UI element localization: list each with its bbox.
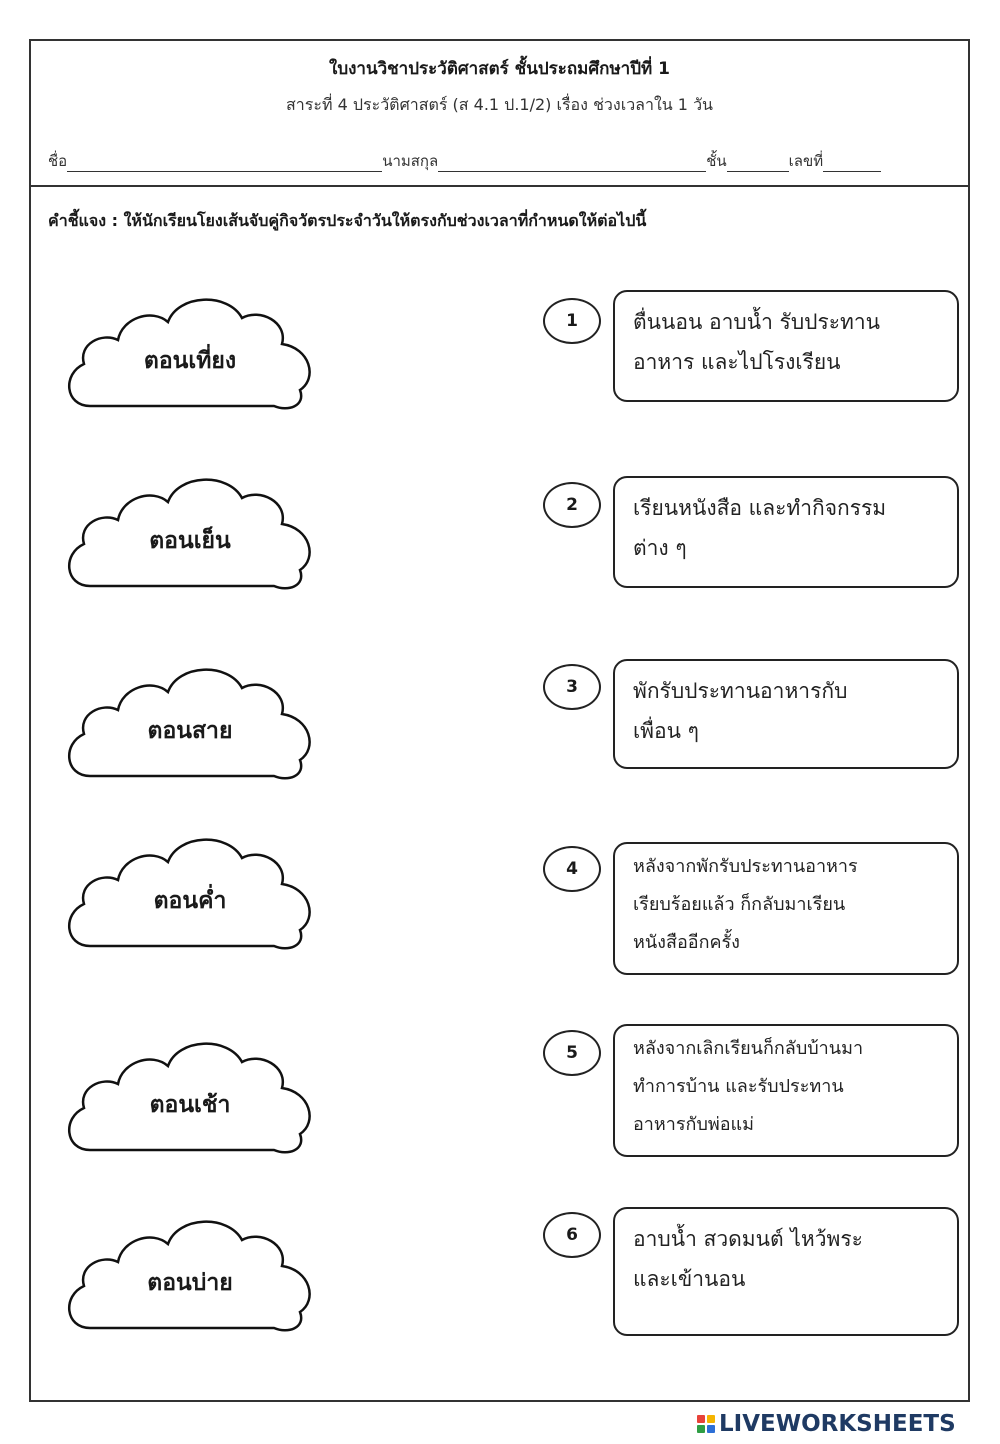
cloud-label: ตอนเที่ยง: [143, 348, 237, 374]
activity-number-badge: 3: [543, 664, 601, 710]
activity-line: อาบน้ำ สวดมนต์ ไหว้พระ: [633, 1227, 863, 1251]
activity-number-badge: 4: [543, 846, 601, 892]
instructions: คำชี้แจง : ให้นักเรียนโยงเส้นจับคู่กิจวัตรประจำวันให้ตรงกับช่วงเวลาที่กำหนดให้ต่อไปนี้: [48, 211, 647, 230]
activity-line: เรียนหนังสือ และทำกิจกรรม: [633, 496, 887, 520]
cloud-item[interactable]: [60, 648, 320, 798]
cloud-label: ตอนเย็น: [149, 528, 231, 554]
cloud-item[interactable]: [60, 1022, 320, 1172]
cloud-label: ตอนสาย: [147, 718, 233, 744]
activity-line: เพื่อน ๆ: [633, 719, 699, 743]
logo-square: [697, 1415, 705, 1423]
cloud-item[interactable]: [60, 1200, 320, 1350]
activity-line: หนังสืออีกครั้ง: [633, 932, 740, 953]
name-field[interactable]: [67, 153, 382, 172]
activity-line: และเข้านอน: [633, 1267, 746, 1291]
cloud-label: ตอนเช้า: [149, 1092, 231, 1118]
liveworksheets-icon: [697, 1415, 715, 1433]
activity-number-badge: 2: [543, 482, 601, 528]
activity-line: พักรับประทานอาหารกับ: [633, 679, 848, 703]
number-label: เลขที่: [788, 152, 824, 170]
activity-line: อาหาร และไปโรงเรียน: [633, 350, 841, 374]
logo-square: [707, 1415, 715, 1423]
number-field[interactable]: [823, 153, 881, 172]
activity-box[interactable]: [613, 1207, 959, 1336]
name-label: ชื่อ: [48, 152, 68, 170]
logo-square: [707, 1425, 715, 1433]
activity-line: เรียบร้อยแล้ว ก็กลับมาเรียน: [633, 894, 846, 915]
activity-line: ต่าง ๆ: [633, 536, 687, 560]
activity-box[interactable]: [613, 1024, 959, 1157]
activity-box[interactable]: [613, 659, 959, 769]
activity-number-badge: 6: [543, 1212, 601, 1258]
cloud-item[interactable]: [60, 278, 320, 428]
brand-text: LIVEWORKSHEETS: [719, 1411, 956, 1437]
surname-label: นามสกุล: [382, 152, 439, 170]
activity-number-badge: 5: [543, 1030, 601, 1076]
activity-line: หลังจากพักรับประทานอาหาร: [633, 856, 858, 877]
cloud-label: ตอนค่ำ: [153, 888, 227, 914]
activity-number-badge: 1: [543, 298, 601, 344]
cloud-item[interactable]: [60, 818, 320, 968]
class-field[interactable]: [727, 153, 789, 172]
header-divider: [29, 185, 970, 187]
cloud-label: ตอนบ่าย: [147, 1270, 233, 1296]
student-info-row: [48, 146, 953, 172]
activity-line: อาหารกับพ่อแม่: [633, 1114, 755, 1135]
worksheet-subtitle: สาระที่ 4 ประวัติศาสตร์ (ส 4.1 ป.1/2) เรื่อง ช่วงเวลาใน 1 วัน: [286, 95, 713, 114]
worksheet-title: ใบงานวิชาประวัติศาสตร์ ชั้นประถมศึกษาปีที่ 1: [329, 59, 670, 79]
liveworksheets-logo: [697, 1408, 956, 1440]
logo-square: [697, 1425, 705, 1433]
activity-box[interactable]: [613, 476, 959, 588]
cloud-item[interactable]: [60, 458, 320, 608]
activity-line: ตื่นนอน อาบน้ำ รับประทาน: [633, 310, 881, 334]
class-label: ชั้น: [706, 152, 727, 170]
activity-box[interactable]: [613, 842, 959, 975]
activity-line: ทำการบ้าน และรับประทาน: [633, 1076, 844, 1097]
activity-line: หลังจากเลิกเรียนก็กลับบ้านมา: [633, 1038, 864, 1059]
surname-field[interactable]: [438, 153, 706, 172]
activity-box[interactable]: [613, 290, 959, 402]
